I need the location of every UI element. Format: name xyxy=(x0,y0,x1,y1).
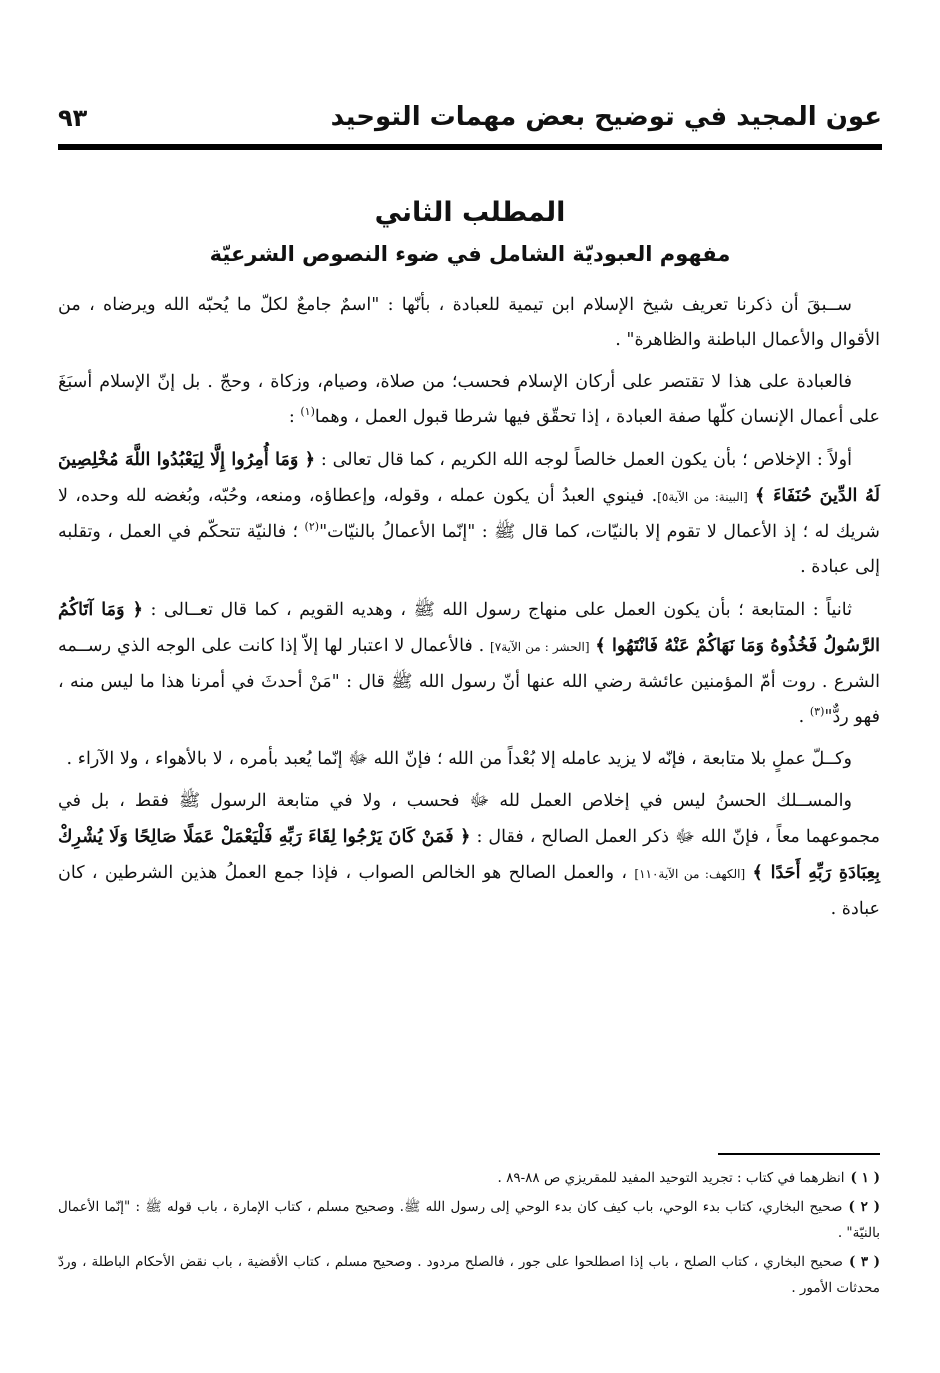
paragraph-text: أولاً : الإخلاص ؛ بأن يكون العمل خالصاً لوجه الله الكريم ، كما قال تعالى : xyxy=(320,450,853,470)
footnote-2 xyxy=(58,1194,880,1246)
footnote-marker-2[interactable]: (٢) xyxy=(304,520,320,534)
verse-reference: [البينة: من الآية٥] xyxy=(657,490,748,504)
paragraph-text: ثانياً : المتابعة ؛ بأن يكون العمل على منهاج رسول الله ﷺ ، وهديه القويم ، كما قال تعــالى : xyxy=(150,600,852,620)
running-header xyxy=(58,98,882,142)
paragraph-text: وكــلّ عملٍ بلا متابعة ، فإنّه لا يزيد عامله إلا بُعْداً من الله ؛ فإنّ الله ﷻ إنّما يُعبد بأمره ، لا بالأهواء ، ولا الآراء . xyxy=(66,749,852,769)
paragraph-following xyxy=(58,592,880,735)
paragraph-text: . فالأعمال لا اعتبار لها إلاّ إذا كانت على الوجه الذي رســمه الشرع . روت أمّ المؤمنين عائشة رضي الله عنها أنّ رسول الله ﷺ قال : "مَنْ أحدثَ في أمرنا هذا ما ليس منه ، فهو ردٌّ" xyxy=(58,636,880,727)
paragraph-text: فالعبادة على هذا لا تقتصر على أركان الإسلام فحسب؛ من صلاة، وصيام، وزكاة ، وحجّ . بل إنّ الإسلام أسبَغَ على أعمال الإنسان كلّها صفة العبادة ، إذا تحقّق فيها شرطا قبول العمل ، وهما xyxy=(58,372,880,427)
body-text xyxy=(58,288,880,934)
footnotes xyxy=(58,1165,880,1304)
paragraph-text: ؛ فالنيّة تتحكّم في العمل ، وتقلبه إلى عبادة . xyxy=(58,522,880,577)
paragraph-text: ، والعمل الصالح هو الخالص الصواب ، فإذا جمع العملُ هذين الشرطين ، كان عبادة . xyxy=(58,863,880,919)
quran-verse: ﴿ وَمَا آتَاكُمُ الرَّسُولُ فَخُذُوهُ وَمَا نَهَاكُمْ عَنْهُ فَانْتَهُوا ﴾ xyxy=(58,599,881,656)
page-number: ٩٣ xyxy=(58,104,88,132)
paragraph-definition xyxy=(58,288,880,358)
footnote-marker-3[interactable]: (٣) xyxy=(809,705,825,719)
paragraph-text: ســبقَ أن ذكرنا تعريف شيخ الإسلام ابن تيمية للعبادة ، بأنّها : "اسمٌ جامعٌ لكلّ ما يُحبّه الله ويرضاه ، من الأقوال والأعمال الباطنة والظاهرة" . xyxy=(58,295,880,350)
book-title: عون المجيد في توضيح بعض مهمات التوحيد xyxy=(330,102,882,132)
footnote-3 xyxy=(58,1249,880,1301)
section-subtitle: مفهوم العبوديّة الشامل في ضوء النصوص الشرعيّة xyxy=(209,242,731,266)
paragraph-sincerity xyxy=(58,442,880,585)
footnote-marker-1[interactable]: (١) xyxy=(300,405,315,419)
footnote-text: صحيح البخاري ، كتاب الصلح ، باب إذا اصطلحوا على جور ، فالصلح مردود . وصحيح مسلم ، كتاب الأقضية ، باب نقض الأحكام الباطلة ، وردّ محدثات الأمور . xyxy=(58,1254,880,1296)
verse-reference: [الكهف: من الآية١١٠] xyxy=(634,867,746,881)
footnote-number: ( ٢ ) xyxy=(848,1199,881,1215)
header-rule xyxy=(58,144,882,150)
footnote-number: ( ١ ) xyxy=(850,1170,880,1186)
footnote-separator xyxy=(718,1153,880,1155)
quran-verse: ﴿ فَمَنْ كَانَ يَرْجُوا لِقَاءَ رَبِّهِ فَلْيَعْمَلْ عَمَلًا صَالِحًا وَلَا يُشْرِكْ بِعِبَادَةِ رَبِّهِ أَحَدًا ﴾ xyxy=(58,826,881,883)
paragraph-text: . xyxy=(798,707,810,727)
paragraph-worship-scope xyxy=(58,365,880,435)
paragraph-text: . فينوي العبدُ أن يكون عمله ، وقوله، وإعطاؤه، ومنعه، وحُبّه، وبُغضه لله وحده، لا شريك له ؛ إذ الأعمال لا تقوم إلا بالنيّات، كما قال ﷺ : "إنّما الأعمالُ بالنيّات" xyxy=(58,486,880,542)
paragraph-text: : xyxy=(288,407,301,427)
footnote-1 xyxy=(58,1165,880,1191)
paragraph-innovation xyxy=(58,742,880,777)
footnote-number: ( ٣ ) xyxy=(849,1254,880,1270)
section-title: المطلب الثاني xyxy=(374,197,566,228)
verse-reference: [الحشر : من الآية٧] xyxy=(490,640,590,654)
footnote-text: انظرهما في كتاب : تجريد التوحيد المفيد للمقريزي ص ٨٨-٨٩ . xyxy=(497,1170,845,1186)
paragraph-text: والمســلك الحسنُ ليس في إخلاص العمل لله ﷻ فحسب ، ولا في متابعة الرسول ﷺ فقط ، بل في مجموعهما معاً ، فإنّ الله ﷻ ذكر العمل الصالح ، فقال : xyxy=(58,791,880,847)
footnote-text: صحيح البخاري، كتاب بدء الوحي، باب كيف كان بدء الوحي إلى رسول الله ﷺ. وصحيح مسلم ، كتاب الإمارة ، باب قوله ﷺ : "إنّما الأعمال بالنيّة" . xyxy=(58,1199,880,1241)
paragraph-good-path xyxy=(58,784,880,927)
quran-verse: ﴿ وَمَا أُمِرُوا إِلَّا لِيَعْبُدُوا اللَّهَ مُخْلِصِينَ لَهُ الدِّينَ حُنَفَاءَ ﴾ xyxy=(58,449,880,506)
